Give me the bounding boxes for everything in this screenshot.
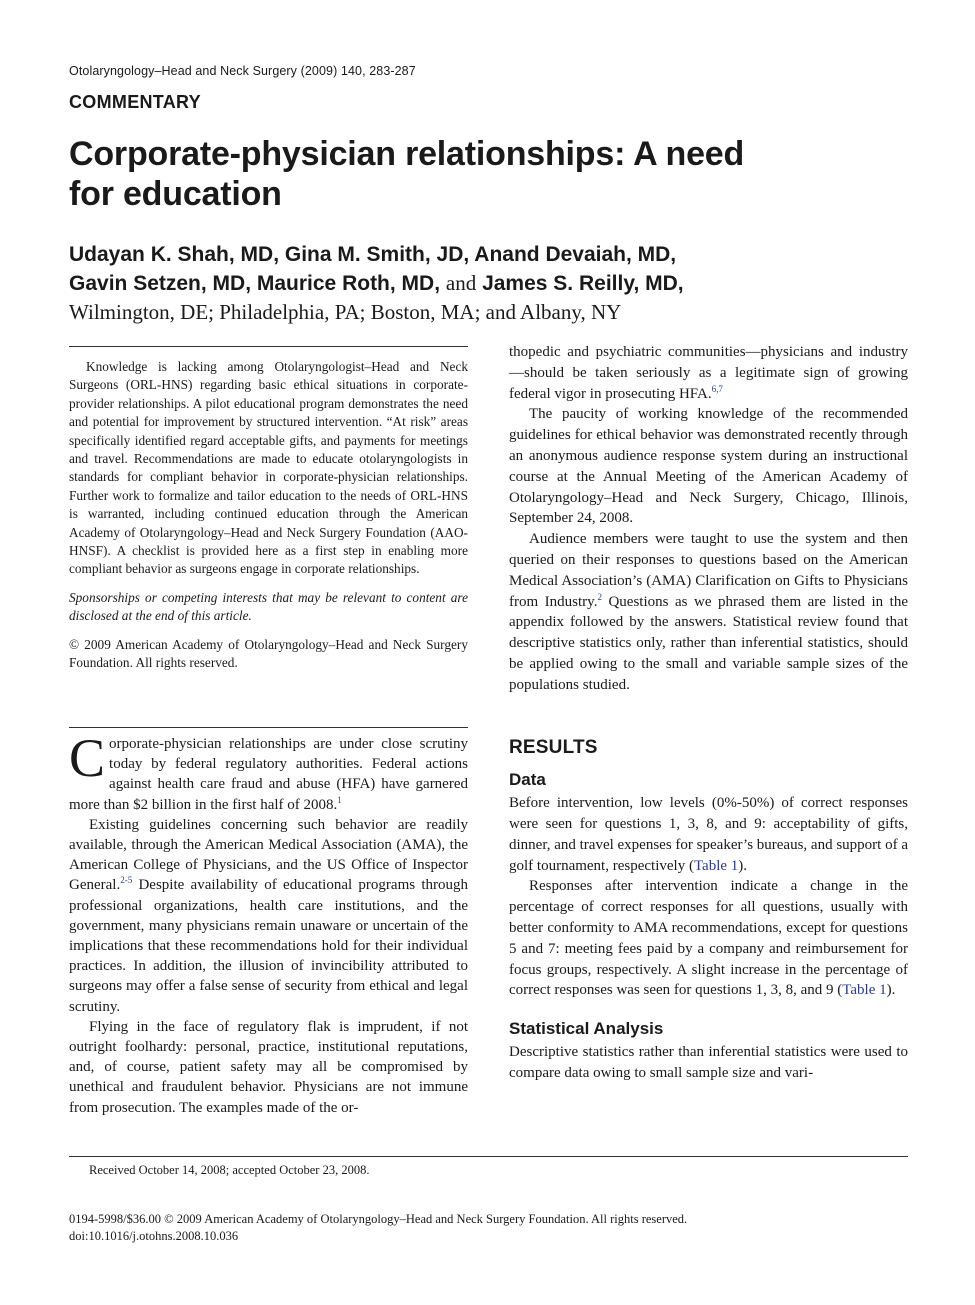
body-paragraph xyxy=(69,728,468,815)
body-column-right xyxy=(509,342,908,1084)
footer-divider xyxy=(69,1156,908,1157)
paragraph-text: ). xyxy=(738,857,748,874)
author-names-b: James S. Reilly, MD, xyxy=(482,272,684,295)
body-paragraph: The paucity of working knowledge of the recommended guidelines for ethical behavior was demonstrated recently through an anonymous audience response system during an instructional course at the Annual Meeting of the American Academy of Otolaryngology–Head and Neck Surgery, Chicago, Illinois, September 24, 2008. xyxy=(509,406,908,527)
disclosure-note: Sponsorships or competing interests that may be relevant to content are disclosed at the end of this article. xyxy=(69,589,468,624)
issn-line: 0194-5998/$36.00 © 2009 American Academy of Otolaryngology–Head and Neck Surgery Foundation. All rights reserved. xyxy=(69,1212,688,1226)
journal-citation: Otolaryngology–Head and Neck Surgery (2009) 140, 283-287 xyxy=(69,64,416,78)
footer-info xyxy=(69,1211,687,1245)
affiliation-line: Wilmington, DE; Philadelphia, PA; Boston, MA; and Albany, NY xyxy=(69,300,622,324)
body-paragraph: Descriptive statistics rather than inferential statistics were used to compare data owing to small sample size and vari- xyxy=(509,1043,908,1081)
paragraph-text: Despite availability of educational programs through professional organizations, health care institutions, and the government, many physicians remain unaware or uncertain of the implications that these recommendations hold for their individual practices. In addition, the illusion of invincibility attributed to surgeons may offer a false sense of security from ethical and legal scrutiny. xyxy=(69,877,468,1015)
article-title: Corporate-physician relationships: A need for education xyxy=(69,135,745,213)
section-label: COMMENTARY xyxy=(69,92,201,112)
body-paragraph xyxy=(69,815,468,1017)
paragraph-text: Audience members were taught to use the system and then queried on their responses to questions based on the American Medical Association’s (AMA) Clarification on Gifts to Physicians from Industry. xyxy=(509,531,908,610)
paragraph-text: thopedic and psychiatric communities—physicians and industry—should be taken seriously as a legitimate sign of growing federal vigor in prosecuting HFA. xyxy=(509,344,908,402)
doi-line[interactable]: doi:10.1016/j.otohns.2008.10.036 xyxy=(69,1229,239,1243)
data-subheading: Data xyxy=(509,770,546,790)
paragraph-text: Before intervention, low levels (0%-50%) of correct responses were seen for questions 1, 3, 8, and 9: acceptability of gifts, dinner, and travel expenses for speaker’s bureaus, and support of a golf tournament, respectively ( xyxy=(509,795,908,874)
abstract xyxy=(69,358,468,683)
author-line-1: Udayan K. Shah, MD, Gina M. Smith, JD, Anand Devaiah, MD, xyxy=(69,243,677,266)
body-paragraph xyxy=(509,793,908,876)
paragraph-text: Existing guidelines concerning such behavior are readily available, through the American Medical Association (AMA), the American College of Physicians, and the US Office of Inspector General. xyxy=(69,816,468,894)
results-heading: RESULTS xyxy=(509,736,598,758)
author-names-a: Gavin Setzen, MD, Maurice Roth, MD, xyxy=(69,272,441,295)
paragraph-text: Responses after intervention indicate a change in the percentage of correct responses for all questions, usually with better conformity to AMA recommendations, except for questions 5 and 7: meeting fees paid by a company and reimbursement for focus groups, respectively. A slight increase in the percentage of correct responses was seen for questions 1, 3, 8, and 9 ( xyxy=(509,878,908,999)
received-dates: Received October 14, 2008; accepted October 23, 2008. xyxy=(89,1163,370,1177)
body-paragraph xyxy=(509,529,908,695)
author-list xyxy=(69,240,929,298)
abstract-copyright: © 2009 American Academy of Otolaryngology–Head and Neck Surgery Foundation. All rights reserved. xyxy=(69,636,468,671)
abstract-text: Knowledge is lacking among Otolaryngologist–Head and Neck Surgeons (ORL-HNS) regarding basic ethical situations in corporate-provider relationships. A pilot educational program demonstrates the need and potential for improvement by structured intervention. “At risk” areas specifically identified regard acceptable gifts, and payments for meetings and travel. Recommendations are made to educate otolaryngologists in standards for compliant behavior in corporate-physician relationships. Further work to formalize and tailor education to the needs of ORL-HNS is warranted, including continued education through the American Academy of Otolaryngology–Head and Neck Surgery Foundation (AAO-HNSF). A checklist is provided here as a first step in enabling more compliant behavior as surgeons engage in corporate relationships. xyxy=(69,359,468,577)
statistical-analysis-subheading: Statistical Analysis xyxy=(509,1019,664,1039)
body-column-left xyxy=(69,728,468,1118)
reference-link[interactable]: 2-5 xyxy=(120,875,133,886)
reference-link[interactable]: 2 xyxy=(597,591,602,602)
abstract-top-divider xyxy=(69,346,468,347)
drop-cap: C xyxy=(69,728,106,788)
reference-link[interactable]: 6,7 xyxy=(711,383,723,394)
author-conjunction: and xyxy=(445,271,477,295)
paragraph-text: orporate-physician relationships are under close scrutiny today by federal regulatory authorities. Federal actions against health care fraud and abuse (HFA) have garnered more than $2 billion in the first half of 2008. xyxy=(69,736,468,813)
abstract-bottom-divider xyxy=(69,727,468,728)
paragraph-text: ). xyxy=(886,982,896,999)
body-paragraph xyxy=(509,342,908,404)
paragraph-text: Questions as we phrased them are listed in the appendix followed by the answers. Statistical review found that descriptive statistics only, rather than inferential statistics, should be applied owing to the small and variable sample sizes of the populations studied. xyxy=(509,593,908,693)
table-link[interactable]: Table 1 xyxy=(693,857,739,874)
body-paragraph xyxy=(509,876,908,1001)
table-link[interactable]: Table 1 xyxy=(842,982,887,999)
author-line-2 xyxy=(69,269,929,298)
reference-link[interactable]: 1 xyxy=(337,794,342,805)
body-paragraph: Flying in the face of regulatory flak is imprudent, if not outright foolhardy: personal, practice, institutional reputations, and, of course, patient safety may all be compromised by unethical and fraudulent behavior. Physicians are not immune from prosecution. The examples made of the or- xyxy=(69,1018,468,1116)
